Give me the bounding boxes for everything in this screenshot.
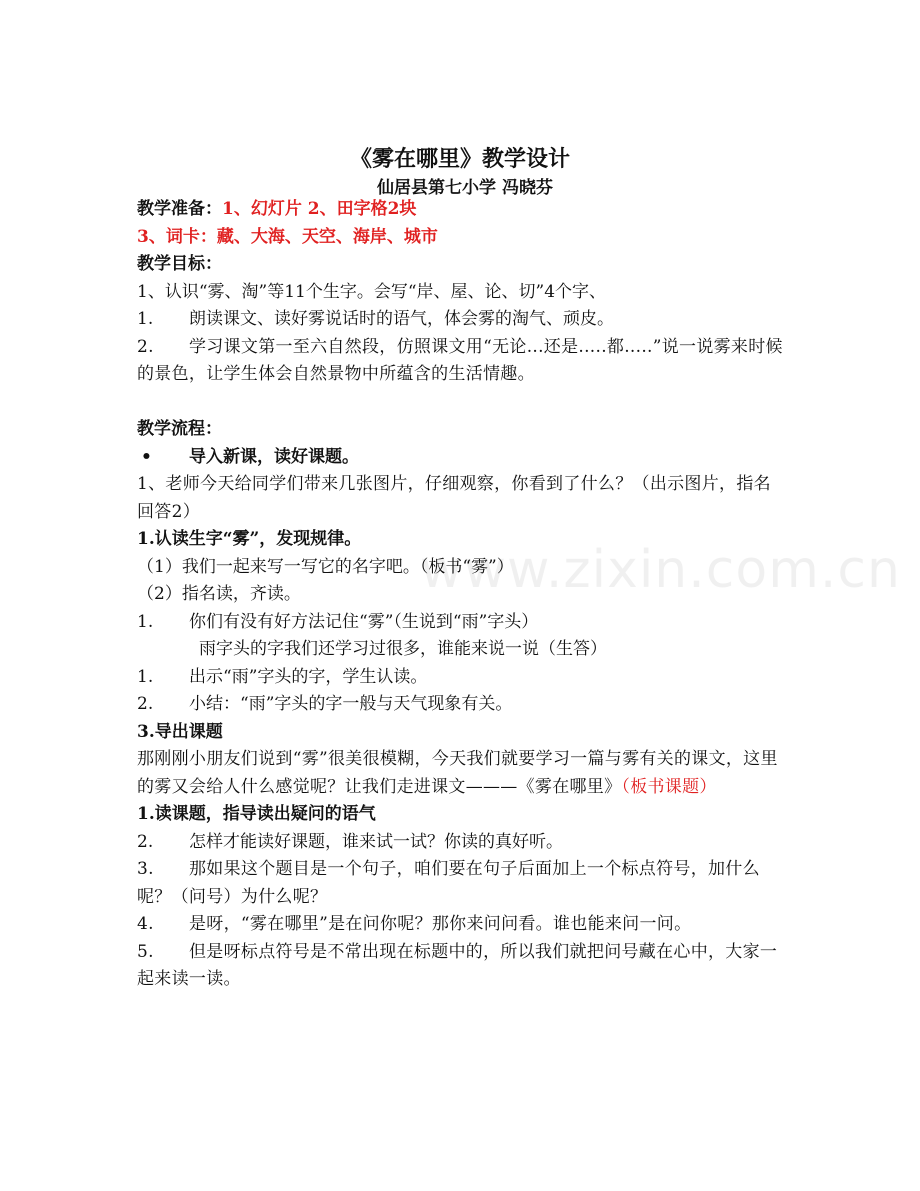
section-1-line-1: （1）我们一起来写一写它的名字吧。（板书“雾”） — [137, 556, 514, 577]
section-4-line-2 — [137, 856, 787, 911]
goal-3-text: 学习课文第一至六自然段，仿照课文用“无论...还是.....都.....”说一说雾来时候的景色，让学生体会自然景物中所蕴含的生活情趣。 — [137, 336, 783, 384]
section-1-line-4: 雨字头的字我们还学习过很多，谁能来说一说（生答） — [199, 639, 607, 659]
prep-label: 教学准备： — [137, 199, 222, 219]
section-4-line-1-text: 怎样才能读好课题，谁来试一试？你读的真好听。 — [189, 831, 563, 852]
flow-heading: 教学流程： — [137, 419, 222, 439]
author-line: 仙居县第七小学 冯晓芬 — [377, 178, 553, 198]
section-1-line-3 — [137, 609, 787, 637]
section-1-heading: 1.认读生字“雾”，发现规律。 — [137, 529, 362, 549]
section-1-line-5 — [137, 664, 787, 692]
goals-heading: 教学目标： — [137, 254, 222, 274]
section-4-line-4-text: 但是呀标点符号是不常出现在标题中的，所以我们就把问号藏在心中，大家一起来读一读。 — [137, 941, 778, 989]
watermark: www.zixin.com.cn — [420, 540, 901, 600]
section-4-line-2-text: 那如果这个题目是一个句子，咱们要在句子后面加上一个标点符号，加什么呢？（问号）为什么呢？ — [137, 859, 760, 907]
spacer — [137, 389, 787, 417]
intro-heading — [137, 444, 787, 472]
section-1-line-5-text: 出示“雨”字头的字，学生认读。 — [189, 666, 428, 687]
section-4-line-1-number: 2. — [137, 831, 154, 852]
goal-2-text: 朗读课文、读好雾说话时的语气，体会雾的淘气、顽皮。 — [189, 309, 614, 329]
section-1-line-2: （2）指名读，齐读。 — [137, 584, 301, 604]
goal-2-number: 1. — [137, 309, 154, 329]
section-4-line-3-number: 4. — [137, 914, 154, 934]
prep-items-2: 3、词卡：藏、大海、天空、海岸、城市 — [137, 226, 438, 247]
section-1-line-6 — [137, 691, 787, 719]
bullet-icon: • — [141, 446, 152, 467]
goal-3-number: 2. — [137, 336, 154, 357]
section-1-line-3-text: 你们有没有好方法记住“雾”（生说到“雨”字头） — [189, 611, 539, 632]
section-3-paragraph — [137, 746, 787, 801]
intro-paragraph: 1、老师今天给同学们带来几张图片，仔细观察，你看到了什么？（出示图片，指名回答2） — [137, 474, 771, 522]
page-title: 《雾在哪里》教学设计 — [349, 147, 570, 172]
section-1-line-6-text: 小结：“雨”字头的字一般与天气现象有关。 — [189, 694, 513, 714]
intro-heading-text: 导入新课，读好课题。 — [189, 446, 359, 467]
section-3-red-note: （板书课题） — [621, 776, 717, 797]
section-4-line-1 — [137, 829, 787, 857]
section-1-line-3-number: 1. — [137, 611, 154, 632]
section-4-line-4 — [137, 939, 787, 994]
section-4-line-2-number: 3. — [137, 859, 154, 879]
prep-line — [137, 196, 787, 224]
section-1-line-6-number: 2. — [137, 694, 154, 714]
section-4-heading: 1.读课题，指导读出疑问的语气 — [137, 804, 376, 824]
goal-1: 1、认识“雾、淘”等11个生字。会写“岸、屋、论、切”4个字、 — [137, 281, 607, 302]
section-1-line-5-number: 1. — [137, 666, 154, 687]
goal-3 — [137, 334, 787, 389]
section-3-text: 那刚刚小朋友们说到“雾”很美很模糊，今天我们就要学习一篇与雾有关的课文，这里的雾又会给人什么感觉呢？让我们走进课文———《雾在哪里》 — [137, 749, 778, 797]
section-4-line-3-text: 是呀，“雾在哪里”是在问你呢？那你来问问看。谁也能来问一问。 — [189, 914, 692, 934]
goal-2 — [137, 306, 787, 334]
section-4-line-3 — [137, 911, 787, 939]
section-4-line-4-number: 5. — [137, 941, 154, 962]
section-3-heading: 3.导出课题 — [137, 721, 223, 742]
prep-items-1: 1、幻灯片 2、田字格2块 — [222, 199, 417, 219]
